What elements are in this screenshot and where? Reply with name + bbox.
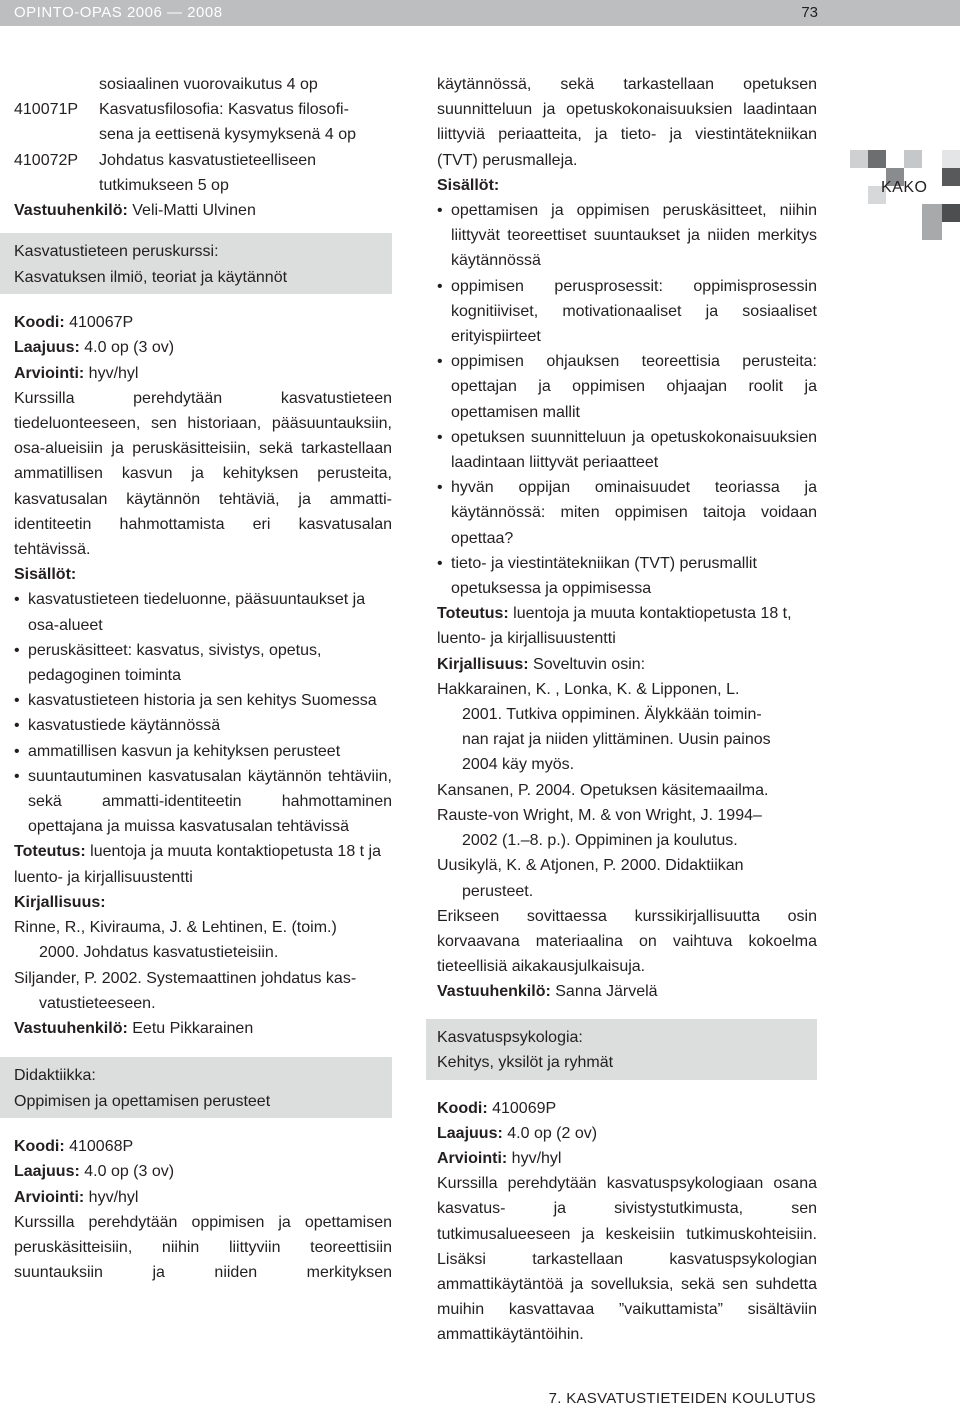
field-label: Toteutus: bbox=[437, 605, 509, 623]
contents-item: • kasvatustieteen historia ja sen kehitys Suomessa bbox=[14, 688, 392, 713]
course-heading: Didaktiikka: bbox=[14, 1067, 96, 1085]
field-value: hyv/hyl bbox=[88, 364, 139, 382]
field-value: hyv/hyl bbox=[511, 1149, 562, 1167]
contents-item: • oppimisen perusprosessit: oppimisprosessin kognitiiviset, motivationaaliset ja sosiaaliset erityispiirteet bbox=[437, 274, 817, 350]
field-value: 410069P bbox=[492, 1099, 557, 1117]
course-heading-box bbox=[426, 1019, 817, 1080]
literature-item: Kansanen, P. 2004. Opetuksen käsitemaailma. bbox=[437, 781, 769, 799]
course-code: 410071P bbox=[14, 101, 79, 119]
contents-item: • ammatillisen kasvun ja kehityksen perusteet bbox=[14, 739, 392, 764]
course-subheading: Kasvatuksen ilmiö, teoriat ja käytännöt bbox=[14, 268, 288, 286]
course-subheading: Kehitys, yksilöt ja ryhmät bbox=[437, 1054, 614, 1072]
field-value: Sanna Järvelä bbox=[555, 983, 658, 1001]
field-label: Vastuuhenkilö: bbox=[14, 202, 128, 220]
field-value: Veli-Matti Ulvinen bbox=[132, 202, 256, 220]
field-label: Koodi: bbox=[14, 314, 65, 332]
implementation-field bbox=[437, 601, 817, 651]
course-title bbox=[99, 97, 356, 147]
field-label: Arviointi: bbox=[14, 1188, 85, 1206]
contents-heading: Sisällöt: bbox=[437, 176, 500, 194]
reference-line: 2004 käy myös. bbox=[462, 756, 575, 774]
course-scope-field bbox=[437, 1121, 817, 1146]
reference-line: nan rajat ja niiden ylittäminen. Uusin painos bbox=[462, 731, 771, 749]
contents-item: • oppimisen ohjauksen teoreettisia perusteita: opettajan ja oppimisen ohjaajan roolit ja opettamisen mallit bbox=[437, 349, 817, 425]
contents-item: • opettamisen ja oppimisen peruskäsitteet, niihin liittyvät teoreettiset suuntaukset ja niiden merkitys käytännössä bbox=[437, 198, 817, 274]
implementation-field bbox=[14, 839, 392, 889]
description-continuation: käytännössä, sekä tarkastellaan opetuksen suunnitteluun ja opetuskokonaisuuksien laadintaan liittyviä periaatteita, ja tieto- ja viestintätekniikan (TVT) perusmalleja. bbox=[437, 76, 817, 169]
course-title-line: Kasvatusfilosofia: Kasvatus filosofi- bbox=[99, 101, 349, 119]
course-title-line: sena ja eettisenä kysymyksenä 4 op bbox=[99, 126, 357, 144]
course-heading-box bbox=[0, 1057, 392, 1118]
course-title bbox=[99, 148, 316, 198]
course-code-field bbox=[14, 1134, 392, 1159]
reference-line: perusteet. bbox=[462, 882, 534, 900]
course-grading-field bbox=[14, 361, 392, 386]
course-code-field bbox=[437, 1096, 817, 1121]
course-code-field bbox=[14, 310, 392, 335]
field-label: Laajuus: bbox=[14, 1163, 80, 1181]
section-tab-label: KAKO bbox=[881, 179, 928, 196]
contents-item: • opetuksen suunnitteluun ja opetuskokonaisuuksien laadintaan liittyvät periaatteet bbox=[437, 425, 817, 475]
course-title-line: Johdatus kasvatustieteelliseen bbox=[99, 151, 317, 169]
literature-item bbox=[437, 677, 817, 778]
field-value: hyv/hyl bbox=[88, 1188, 139, 1206]
course-heading: Kasvatustieteen peruskurssi: bbox=[14, 243, 219, 261]
reference-line: 2001. Tutkiva oppiminen. Älykkään toimin- bbox=[462, 706, 762, 724]
header-divider bbox=[0, 26, 960, 44]
field-label: Laajuus: bbox=[437, 1124, 503, 1142]
course-list-item bbox=[14, 97, 392, 147]
field-label: Laajuus: bbox=[14, 339, 80, 357]
responsible-person bbox=[14, 198, 392, 223]
reference-line: 2002 (1.–8. p.). Oppiminen ja koulutus. bbox=[462, 832, 738, 850]
field-value: 4.0 op (2 ov) bbox=[507, 1124, 598, 1142]
contents-item: • hyvän oppijan ominaisuudet teoriassa ja käytännössä: miten oppimisen taitoja voidaan opettaa? bbox=[437, 475, 817, 551]
literature-heading-row bbox=[437, 652, 817, 677]
field-value: 4.0 op (3 ov) bbox=[84, 1163, 175, 1181]
contents-item: • kasvatustiede käytännössä bbox=[14, 713, 392, 738]
literature-heading: Kirjallisuus: bbox=[14, 893, 106, 911]
page-number: 73 bbox=[801, 4, 818, 21]
literature-note: Erikseen sovittaessa kurssikirjallisuutta osin korvaavana materiaalina on vaihtuva kokoelma tieteellisiä aikakausjulkaisuja. bbox=[437, 907, 817, 976]
course-description: Kurssilla perehdytään kasvatuspsykologiaan osana kasvatus- ja sivistystutkimusta, sen tutkimusalueeseen ja keskeisiin tutkimuskohteisiin. Lisäksi tarkastellaan kasvatuspsykologian ammattikäytäntöä ja sovelluksia, sekä sen suhdetta muihin kasvattavaa ”vaikuttamista” sisältäviin ammattikäytäntöihin. bbox=[437, 1175, 817, 1344]
literature-item bbox=[437, 853, 817, 903]
literature-item bbox=[14, 915, 392, 965]
reference-line: 2000. Johdatus kasvatustieteisiin. bbox=[39, 944, 279, 962]
course-title-line: tutkimukseen 5 op bbox=[99, 176, 229, 194]
field-label: Toteutus: bbox=[14, 843, 86, 861]
course-scope-field bbox=[14, 335, 392, 360]
course-subheading: Oppimisen ja opettamisen perusteet bbox=[14, 1092, 271, 1110]
reference-line: Uusikylä, K. & Atjonen, P. 2000. Didaktiikan bbox=[437, 857, 744, 875]
field-value: Soveltuvin osin: bbox=[533, 655, 646, 673]
contents-item: • suuntautuminen kasvatusalan käytännön tehtäviin, sekä ammatti-identiteetin hahmottaminen opettajana ja muissa kasvatusalan tehtävissä bbox=[14, 764, 392, 840]
course-grading-field bbox=[14, 1185, 392, 1210]
right-column bbox=[437, 72, 817, 1348]
course-grading-field bbox=[437, 1146, 817, 1171]
left-column bbox=[14, 72, 392, 1285]
contents-heading: Sisällöt: bbox=[14, 566, 77, 584]
field-label: Vastuuhenkilö: bbox=[14, 1019, 128, 1037]
page-footer: 7. KASVATUSTIETEIDEN KOULUTUS bbox=[548, 1390, 816, 1407]
field-label: Koodi: bbox=[437, 1099, 488, 1117]
field-value: luentoja ja muuta kontaktiopetusta 18 t ja luento- ja kirjallisuustentti bbox=[14, 843, 381, 886]
contents-item: • peruskäsitteet: kasvatus, sivistys, opetus, pedagoginen toiminta bbox=[14, 638, 392, 688]
literature-heading: Kirjallisuus: bbox=[437, 655, 529, 673]
course-code: 410072P bbox=[14, 151, 79, 169]
reference-line: Rauste-von Wright, M. & von Wright, J. 1994– bbox=[437, 806, 762, 824]
course-heading: Kasvatuspsykologia: bbox=[437, 1028, 583, 1046]
responsible-person bbox=[437, 979, 817, 1004]
reference-line: Rinne, R., Kivirauma, J. & Lehtinen, E. (toim.) bbox=[14, 919, 337, 937]
field-label: Arviointi: bbox=[14, 364, 85, 382]
course-scope-field bbox=[14, 1159, 392, 1184]
field-label: Koodi: bbox=[14, 1138, 65, 1156]
course-description: Kurssilla perehdytään kasvatustieteen tiedeluonteeseen, sen historiaan, pääsuuntauksiin, osa-alueisiin ja peruskäsitteisiin, sekä tarkastellaan ammatillisen kasvun ja kehityksen perusteita, kasvatusalan käytännön tehtäviä, ja ammatti-identiteetin hahmottamista eri kasvatusalan tehtävissä. bbox=[14, 389, 392, 559]
responsible-person bbox=[14, 1016, 392, 1041]
contents-item: • tieto- ja viestintätekniikan (TVT) perusmallit opetuksessa ja oppimisessa bbox=[437, 551, 817, 601]
reference-line: vatustieteeseen. bbox=[39, 994, 156, 1012]
field-value: Eetu Pikkarainen bbox=[132, 1019, 254, 1037]
field-value: 410068P bbox=[69, 1138, 134, 1156]
reference-line: Siljander, P. 2002. Systemaattinen johdatus kas- bbox=[14, 969, 357, 987]
literature-item bbox=[14, 966, 392, 1016]
literature-item bbox=[437, 803, 817, 853]
reference-line: Hakkarainen, K. , Lonka, K. & Lipponen, L. bbox=[437, 680, 740, 698]
field-label: Vastuuhenkilö: bbox=[437, 983, 551, 1001]
field-label: Arviointi: bbox=[437, 1149, 508, 1167]
course-heading-box bbox=[0, 233, 392, 294]
field-value: luentoja ja muuta kontaktiopetusta 18 t, luento- ja kirjallisuustentti bbox=[437, 605, 792, 648]
course-list-item bbox=[14, 148, 392, 198]
running-title: OPINTO-OPAS 2006 — 2008 bbox=[14, 4, 223, 21]
field-value: 4.0 op (3 ov) bbox=[84, 339, 175, 357]
course-description: Kurssilla perehdytään oppimisen ja opettamisen peruskäsitteisiin, niihin liittyviin teoreettisiin suuntauksiin ja niiden merkityksen bbox=[14, 1213, 392, 1282]
intro-line: sosiaalinen vuorovaikutus 4 op bbox=[99, 76, 318, 93]
contents-item: • kasvatustieteen tiedeluonne, pääsuuntaukset ja osa-alueet bbox=[14, 587, 392, 637]
field-value: 410067P bbox=[69, 314, 134, 332]
